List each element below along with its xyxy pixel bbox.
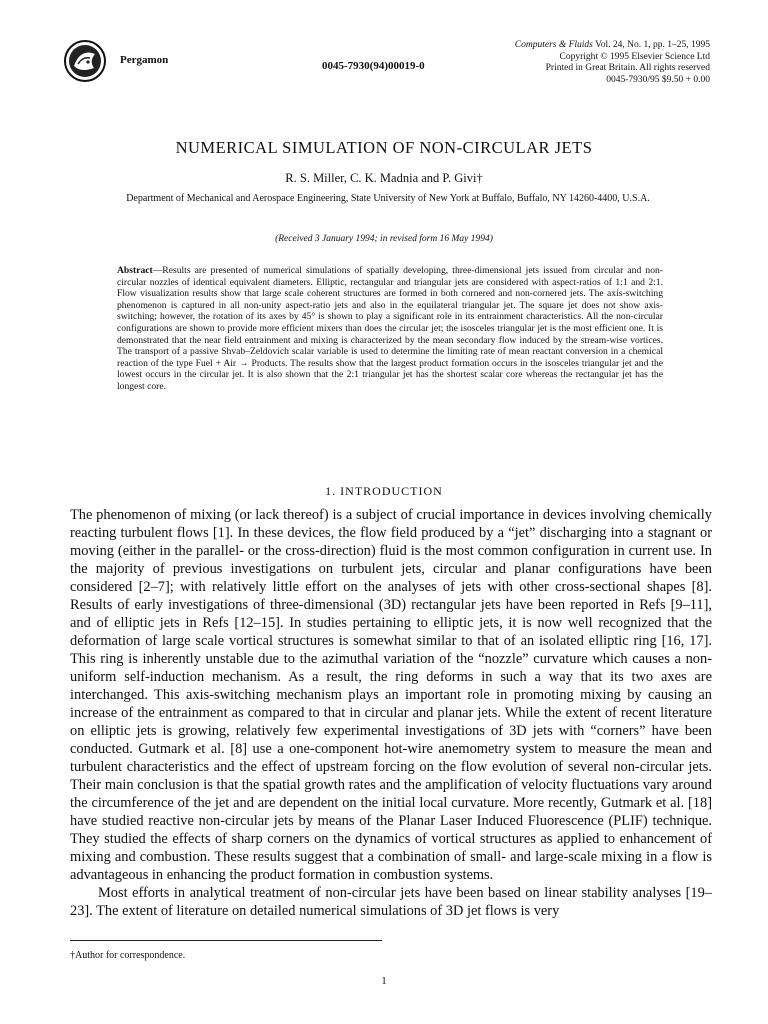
abstract-label: Abstract [117,265,153,276]
footnote: †Author for correspondence. [70,950,186,961]
received-dates: (Received 3 January 1994; in revised form 16 May 1994) [275,234,493,244]
section-heading-introduction: 1. INTRODUCTION [325,484,443,498]
paper-authors: R. S. Miller, C. K. Madnia and P. Givi† [285,171,483,185]
publication-info [515,40,710,86]
body-text [70,506,712,920]
abstract-text: —Results are presented of numerical simulations of spatially developing, three-dimensional jets issued from circular and non-circular nozzles of identical equivalent diameters. Elliptic, rectangular and triangular jets are considered with aspect-ratios of 1:1 and 2:1. Flow visualization results show that large scale coherent structures are formed in both cornered and non-cornered jets. The axis-switching phenomenon is captured in all non-unity aspect-ratio jets and also in the equilateral triangular jet. The square jet does not show axis-switching; however, the rotation of its axes by 45° is shown to play a significant role in its entrainment characteristics. All the non-circular configurations are shown to provide more efficient mixers than does the circular jet; the isosceles triangular jet is the most efficient one. It is demonstrated that the near field entrainment and mixing is characterized by the mean secondary flow induced by the stream-wise vortices. The transport of a passive Shvab–Zeldovich scalar variable is used to determine the limiting rate of mean reactant conversion in a chemical reaction of the type Fuel + Air → Products. The results show that the largest product formation occurs in the isosceles triangular jet and the lowest occurs in the circular jet. It is also shown that the 2:1 triangular jet has the shortest scalar core whereas the rectangular jet has the longest core. [117,265,663,392]
page-number: 1 [381,975,387,987]
printed-line: Printed in Great Britain. All rights reserved [545,63,710,73]
footnote-divider [70,940,382,941]
issn-price-line: 0045-7930/95 $9.50 + 0.00 [606,74,710,85]
author-affiliation: Department of Mechanical and Aerospace Engineering, State University of New York at Buffalo, Buffalo, NY 14260-4400, U.S.A. [126,193,650,204]
abstract [117,265,663,393]
body-paragraph-1: The phenomenon of mixing (or lack thereof) is a subject of crucial importance in devices involving chemically reacting turbulent flows [1]. In these devices, the flow field produced by a “jet” discharging into a stagnant or moving (either in the parallel- or the cross-direction) fluid is the most common configuration in current use. In the majority of previous investigations on turbulent jets, circular and planar configurations have been considered [2–7]; with relatively little effort on the analyses of jets with other cross-sectional shapes [8]. Results of early investigations of three-dimensional (3D) rectangular jets have been reported in Refs [9–11], and of elliptic jets in Refs [12–15]. In studies pertaining to elliptic jets, it is now well recognized that the deformation of large scale vortical structures is somewhat similar to that of an isolated elliptic ring [16, 17]. This ring is inherently unstable due to the azimuthal variation of the “nozzle” curvature which causes a non-uniform self-induction mechanism. As a result, the ring deforms in such a way that its two axes are interchanged. This axis-switching mechanism plays an important role in promoting mixing by causing an increase of the entrainment as compared to that in circular and planar jets. While the extent of recent literature on elliptic jets is growing, relatively few experimental investigations of 3D jets with “corners” have been conducted. Gutmark et al. [8] use a one-component hot-wire anemometry system to measure the mean and turbulent characteristics and the effect of upstream forcing on the flow evolution of several non-circular jets. Their main conclusion is that the spatial growth rates and the amplification of velocity fluctuations vary around the circumference of the jet and are dependent on the initial local curvature. More recently, Gutmark et al. [18] have studied reactive non-circular jets by means of the Planar Laser Induced Fluorescence (PLIF) technique. They studied the effects of sharp corners on the dynamics of vortical structures as applied to enhancement of mixing and combustion. These results suggest that a combination of small- and large-scale mixing in a flow is advantageous in enhancing the product formation in combustion systems. [70,507,712,883]
publisher-name: Pergamon [120,54,169,66]
paper-title: NUMERICAL SIMULATION OF NON-CIRCULAR JETS [175,138,593,157]
journal-name: Computers & Fluids [514,40,593,50]
journal-citation [515,40,710,52]
doi-code: 0045-7930(94)00019-0 [322,60,425,72]
copyright-line: Copyright © 1995 Elsevier Science Ltd [559,51,710,62]
body-paragraph-2: Most efforts in analytical treatment of non-circular jets have been based on linear stability analyses [19–23]. The extent of literature on detailed numerical simulations of 3D jet flows is very [70,885,712,919]
pergamon-logo-icon [64,40,106,82]
journal-volume: Vol. 24, No. 1, pp. 1–25, 1995 [595,40,710,50]
